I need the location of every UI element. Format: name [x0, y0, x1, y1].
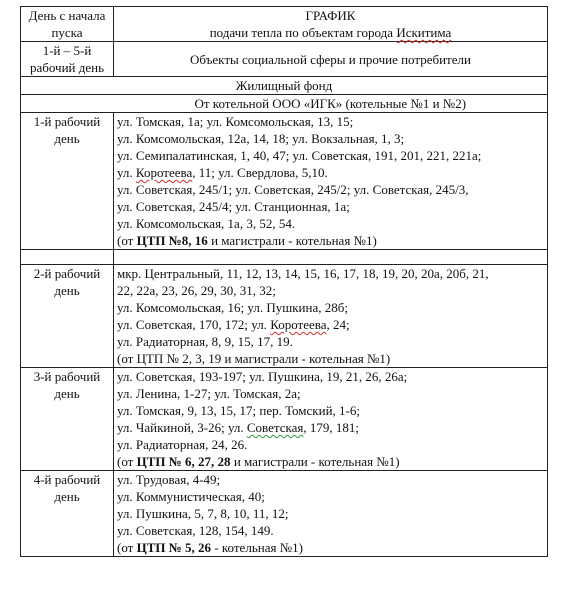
- address-line: ул. Комсомольская, 16; ул. Пушкина, 28б;: [117, 300, 348, 315]
- housing-label: Жилищный фонд: [21, 77, 548, 95]
- address-line: ул. Комсомольская, 12а, 14, 18; ул. Вокзальная, 1, 3;: [117, 131, 405, 146]
- day-column-header-line: День с начала: [28, 8, 106, 23]
- address-line: ул. Советская, 193-197; ул. Пушкина, 19, 21, 26, 26а;: [117, 369, 408, 384]
- address-line: ул. Комсомольская, 1а, 3, 52, 54.: [117, 216, 296, 231]
- address-line: ул. Семипалатинская, 1, 40, 47; ул. Советская, 191, 201, 221, 221а;: [117, 148, 482, 163]
- day-label: день: [54, 283, 80, 298]
- address-line: ул. Трудовая, 4-49;: [117, 472, 221, 487]
- boiler-spacer: [21, 95, 114, 113]
- phase-days-line: рабочий день: [29, 60, 105, 75]
- address-line: ул. Томская, 1а; ул. Комсомольская, 13, 15;: [117, 114, 354, 129]
- phase-label-cell: [114, 42, 548, 77]
- address-list-cell: [114, 471, 548, 557]
- day-label: день: [54, 131, 80, 146]
- header-row: [21, 7, 548, 42]
- day-column-header-line: пуска: [51, 25, 83, 40]
- day-label-cell: [21, 113, 114, 250]
- schedule-title-cell: [114, 7, 548, 42]
- street-name: Советская: [246, 420, 304, 435]
- address-line: ул. Пушкина, 5, 7, 8, 10, 11, 12;: [117, 506, 289, 521]
- source-note: (от ЦТП № 5, 26 - котельная №1): [117, 540, 303, 555]
- address-line: ул. Советская, 245/4; ул. Станционная, 1а;: [117, 199, 350, 214]
- day-label: день: [54, 489, 80, 504]
- schedule-subtitle: подачи тепла по объектам города Искитима: [209, 25, 452, 40]
- address-line: ул. Советская, 170, 172; ул. Коротеева, 24;: [117, 317, 350, 332]
- source-note: (от ЦТП № 6, 27, 28 и магистрали - котельная №1): [117, 454, 400, 469]
- day-row: [21, 265, 548, 368]
- phase-days-cell: [21, 42, 114, 77]
- address-line: мкр. Центральный, 11, 12, 13, 14, 15, 16, 17, 18, 19, 20, 20а, 20б, 21,: [117, 266, 489, 281]
- address-line: ул. Радиаторная, 24, 26.: [117, 437, 248, 452]
- day-row: [21, 368, 548, 471]
- address-line: ул. Чайкиной, 3-26; ул. Советская, 179, 181;: [117, 420, 359, 435]
- day-label-cell: [21, 368, 114, 471]
- address-line: ул. Ленина, 1-27; ул. Томская, 2а;: [117, 386, 301, 401]
- day-label: 4-й рабочий: [33, 472, 101, 487]
- address-line: ул. Коротеева, 11; ул. Свердлова, 5,10.: [117, 165, 328, 180]
- source-note: (от ЦТП №8, 16 и магистрали - котельная №1): [117, 233, 377, 248]
- boiler-label: От котельной ООО «ИГК» (котельные №1 и №2): [114, 95, 548, 113]
- day-label: 1-й рабочий: [33, 114, 101, 129]
- day-label: 3-й рабочий: [33, 369, 101, 384]
- address-line: ул. Радиаторная, 8, 9, 15, 17, 19.: [117, 334, 293, 349]
- day-label-cell: [21, 471, 114, 557]
- address-line: 22, 22а, 23, 26, 29, 30, 31, 32;: [117, 283, 276, 298]
- phase-days-line: 1-й – 5-й: [42, 43, 92, 58]
- street-name: Коротеева: [270, 317, 327, 332]
- day-row: [21, 471, 548, 557]
- day-row: [21, 113, 548, 250]
- spacer-row: [21, 250, 548, 265]
- address-list-cell: [114, 368, 548, 471]
- city-name: Искитима: [396, 25, 452, 40]
- day-label-cell: [21, 265, 114, 368]
- address-line: ул. Советская, 128, 154, 149.: [117, 523, 274, 538]
- heat-schedule-table: [20, 6, 548, 557]
- phase-label: Объекты социальной сферы и прочие потребители: [190, 51, 471, 67]
- phase-row: [21, 42, 548, 77]
- address-line: ул. Коммунистическая, 40;: [117, 489, 265, 504]
- address-list-cell: [114, 113, 548, 250]
- address-list-cell: [114, 265, 548, 368]
- boiler-row: [21, 95, 548, 113]
- street-name: Коротеева: [135, 165, 193, 180]
- address-line: ул. Томская, 9, 13, 15, 17; пер. Томский, 1-6;: [117, 403, 360, 418]
- address-line: ул. Советская, 245/1; ул. Советская, 245/2; ул. Советская, 245/3,: [117, 182, 469, 197]
- source-note: (от ЦТП № 2, 3, 19 и магистрали - котельная №1): [117, 351, 391, 366]
- day-label: 2-й рабочий: [33, 266, 101, 281]
- day-label: день: [54, 386, 80, 401]
- schedule-title: ГРАФИК: [305, 8, 356, 23]
- day-column-header: [21, 7, 114, 42]
- housing-row: [21, 77, 548, 95]
